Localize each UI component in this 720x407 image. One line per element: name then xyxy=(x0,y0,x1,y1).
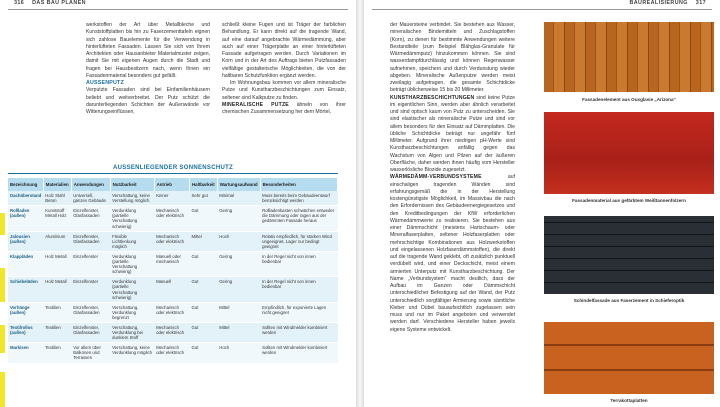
table-cell: Verdunklung (partielle Verschattung schwierig) xyxy=(110,206,154,231)
table-cell: Sehr gut xyxy=(190,191,218,206)
table-cell: Einzelfenster xyxy=(71,277,110,302)
table-cell: Gut xyxy=(190,343,218,363)
right-running-title: BAUREALISIERUNG xyxy=(629,0,688,6)
table-cell: Einzelfenster, Glasfassaden xyxy=(71,231,110,251)
left-page-number: 316 xyxy=(14,0,25,6)
table-cell: Holz Metall xyxy=(43,277,71,302)
col1-subheading: AUSSENPUTZ xyxy=(86,80,124,86)
table-cell: Jalousien (außen) xyxy=(8,231,43,251)
table-cell: Aluminium xyxy=(43,231,71,251)
table-row xyxy=(8,231,338,251)
table-cell: Gut xyxy=(190,206,218,231)
table-cell: Verschattung, Verdunklung bei dunklem Stoff xyxy=(110,322,154,342)
table-cell: Einzelfenster, Glasfassaden xyxy=(71,322,110,342)
table-cell: Hoch xyxy=(217,343,260,363)
table-cell: Mittel xyxy=(217,322,260,342)
table-cell: Verschattung, keine Verstellung möglich xyxy=(110,191,154,206)
table-cell: Mechanisch oder elektrisch xyxy=(154,302,189,322)
left-column-1 xyxy=(86,22,210,116)
col3-paragraph-3: auf einschaligen tragenden Wänden sind erfahrungsgemäß die in der Herstellung kostengünstigste Möglichkeit, im Massivbau die nach den Erfordernissen des Gebäudeenergiegesetzes und den Kreditbedingungen der KfW erforderlichen Wärmedämmwerte zu realisieren. Sie bestehen aus einer Dämmschicht (meistens Hartschaum- oder Mineralfaserplatten, seltener Holzfaserplatten oder mehrschichtige Kombinationen aus Holzwerkstoffen und eingelassenen Holzfaserdämmstoffen), die direkt auf die tragende Wand geklebt, oft zusätzlich punktuell verdübelt wird, und einer Deckschicht, meist einem armierten Unterputz mit Kunstharzbeschichtung. Der Name „Verbundsystem“ macht deutlich, dass der Aufbau im Ganzen oder Dämmschicht unterschiedlicher Befestigung auf der Wand, der Putz unterschiedlich sorgfältiger Armierung sowie sämtliche Kleber und Dübel bauaufsichtlich zugelassen sein muss und nur im Paket angeboten und verwendet werden darf. Verschiedene Hersteller haben jeweils eigene Systeme entwickelt. xyxy=(390,174,515,333)
yellow-marker xyxy=(0,372,5,407)
right-page-header xyxy=(629,0,712,9)
col3-subheading-1: KUNSTHARZBESCHICHTUNGEN xyxy=(390,94,475,101)
table-cell: Vorhänge (außen) xyxy=(8,302,43,322)
table-cell: Einzelfenster xyxy=(71,251,110,276)
table-cell: Verdunklung (partielle Verschattung schwierig) xyxy=(110,251,154,276)
table-cell: Schiebeläden xyxy=(8,277,43,302)
table-row xyxy=(8,343,338,363)
yellow-marker xyxy=(0,213,5,235)
yellow-marker xyxy=(0,268,5,302)
col2-subheading: MINERALISCHE PUTZE xyxy=(222,101,289,108)
table-cell: Sollten mit Windmelder kombiniert werden xyxy=(260,322,337,342)
table-cell: Minimal xyxy=(217,191,260,206)
table-cell: Rollladen (außen) xyxy=(8,206,43,231)
right-header-rule xyxy=(372,9,712,10)
table-body xyxy=(8,191,338,363)
table-header-row xyxy=(8,178,338,191)
sun-protection-table xyxy=(8,178,338,364)
right-page-number: 317 xyxy=(695,0,706,6)
table-cell: In der Regel nicht von innen bedienbar xyxy=(260,251,337,276)
photo-caption: Schindelfassade aus Faserzement in Schieferoptik xyxy=(573,298,685,303)
table-cell: Keiner xyxy=(154,191,189,206)
table-cell: Verdunklung (partielle Verschattung schwierig) xyxy=(110,277,154,302)
table-row xyxy=(8,322,338,342)
table-header-cell: Anwendungen xyxy=(71,178,110,191)
page-gutter xyxy=(356,0,364,407)
col3-paragraph-2: sind keine Putze im eigentlichen Sinn, werden aber ähnlich verarbeitet und sind optisch kaum von Putz zu unterscheiden. Sie sind elastischer als mineralische Putze und sind vor allem besonders für den Einsatz auf Dämmplatten. Die übliche Schichtdicke beträgt nur ungefähr fünf Millimeter. Aufgrund ihrer niedrigen pH-Werte sind Kunstharzbeschichtungen anfällig gegen das Wachstum von Algen und Pilzen auf der äußeren Oberfläche, daher werden ihnen häufig vom Hersteller wasserlösliche Biozide zugesetzt. xyxy=(390,94,515,173)
table-header-cell: Wartungsaufwand xyxy=(217,178,260,191)
table-header-cell: Nutzbarkeit xyxy=(110,178,154,191)
left-header-rule xyxy=(8,9,348,10)
photo-caption: Terrakottaplatten xyxy=(610,398,648,403)
table-cell: Mittel xyxy=(190,231,218,251)
table-cell: Mechanisch oder elektrisch xyxy=(154,206,189,231)
table-header-cell: Antrieb xyxy=(154,178,189,191)
table-cell: Gering xyxy=(217,251,260,276)
table-header-cell: Materialien xyxy=(43,178,71,191)
table-cell: Universell, ganzes Gebäude xyxy=(71,191,110,206)
photo-caption: Fassadenelement aus Ouxglasie „Arizona“ xyxy=(582,97,676,102)
col2-paragraph-3: ähneln von ihrer chemischen Zusammensetzung her dem Mörtel, xyxy=(222,101,346,115)
table-row xyxy=(8,277,338,302)
table-row xyxy=(8,302,338,322)
left-column-2 xyxy=(222,22,346,116)
table-cell: Gut xyxy=(190,322,218,342)
table-cell: Gering xyxy=(217,206,260,231)
table-cell: Vor allem über Balkonen und Terrassen xyxy=(71,343,110,363)
col1-paragraph-1: werkstoffen der Art über Metallbleche und Kunststoffplatten bis hin zu Faserzementtafeln eignen sich zahlose Bauelemente für die Verwendung in hinterlüfteten Fassaden. Lassen Sie sich von Ihrem Architekten oder Hausanbieter Materialmuster zeigen, damit Sie mit eigenen Augen durch die Stadt und fragen bei Hausbesitzern nach, wenn Ihnen ein Fassadenmaterial besonders gut gefällt. xyxy=(86,22,210,79)
table-cell: Mechanisch oder elektrisch xyxy=(154,231,189,251)
col2-paragraph-2: Im Wohnungsbau kommen vor allem mineralische Putze und Kunstharzbeschichtungen zum Einsatz, seltener sind Kalkputze zu finden. xyxy=(222,80,346,101)
table-cell: Dachüberstand xyxy=(8,191,43,206)
table-cell: Sollten mit Windmelder kombiniert werden xyxy=(260,343,337,363)
table-cell: Gut xyxy=(190,302,218,322)
table-cell: Einzelfenster, Glasfassaden xyxy=(71,206,110,231)
table-cell: Markisen xyxy=(8,343,43,363)
yellow-marker xyxy=(0,325,5,353)
col1-paragraph-2: Verputzte Fassaden sind bei Einfamilienhäusern beliebt und weitverbreitet. Der Putz schützt die darunterliegenden Schichten der Außenwände vor Witterungseinflüssen, xyxy=(86,87,210,115)
facade-photo-terracotta xyxy=(544,322,714,394)
table-cell: Verschattung, keine Verdunklung möglich xyxy=(110,343,154,363)
col3-paragraph-1: der Mauersteine verbindet. Sie bestehen aus Wasser, mineralischen Bindemitteln und Zuschlagstoffen (Korn), zu denen für bestimmte Anwendungen weitere Bestandteile (zum Beispiel Blähglas-Granulate für Wärmedämmputz) hinzukommen können. Sie sind wasserdampfdurchlässig und können Regenwasser aufnehmen, speichern und durch Verdunstung wieder abgeben. Mineralische Außenputze werden meist zweilagig aufgetragen, die gesamte Schichtdicke beträgt üblicherweise 15 bis 20 Millimeter. xyxy=(390,22,515,94)
table-cell: Rollladenkasten schwächen entweder die Dämmung oder ragen aus der gedämmten Fassade heraus xyxy=(260,206,337,231)
table-cell: Verschattung, Verdunklung begrenzt xyxy=(110,302,154,322)
table-cell: Kunststoff Metall Holz xyxy=(43,206,71,231)
table-cell: Gut xyxy=(190,277,218,302)
right-column xyxy=(390,22,515,334)
table-cell: Manuell xyxy=(154,277,189,302)
table-cell: Textilien xyxy=(43,322,71,342)
table-row xyxy=(8,206,338,231)
table-cell: Einzelfenster, Glasfassaden xyxy=(71,302,110,322)
table-cell: Muss bereits beim Gebäudeentwurf berücksichtigt werden xyxy=(260,191,337,206)
table-header-cell: Bezeichnung xyxy=(8,178,43,191)
table-cell: Empfindlich, für exponierte Lagen nicht geeignet xyxy=(260,302,337,322)
col3-subheading-2: WÄRMEDÄMM-VERBUNDSYSTEME xyxy=(390,174,482,181)
col2-paragraph-1: schließt kleine Fugen und ist Träger der farblichen Behandlung. Er kann direkt auf die tragende Wand, auf eine darauf angebrachte Wärmedämmung, aber auch auf einer Trägerplatte an einer hinterlüfteten Fassade aufgetragen werden. Durch Variationen im Korn und in der Art des Auftrags bieten Putzfassaden vielfältige gestalterische Möglichkeiten, die von der haltbaren Schutzfunktion ergänzt werden. xyxy=(222,22,346,79)
table-cell: Mechanisch oder elektrisch xyxy=(154,343,189,363)
photo-caption: Fassadenmaterial aus gefärbtem Weißtannenfolzern xyxy=(572,198,686,203)
table-cell: Gering xyxy=(217,277,260,302)
table-cell: Gut xyxy=(190,251,218,276)
table-cell: Textilien xyxy=(43,302,71,322)
table-cell: Mittel xyxy=(217,302,260,322)
table-row xyxy=(8,251,338,276)
table-cell: In der Regel nicht von innen bedienbar xyxy=(260,277,337,302)
table-cell: Manuell oder mechanisch xyxy=(154,251,189,276)
table-cell: Flexible Lichtlenkung möglich xyxy=(110,231,154,251)
table-header-cell: Haltbarkeit xyxy=(190,178,218,191)
table-cell: Hoch xyxy=(217,231,260,251)
table-title: AUSSENLIEGENDER SONNENSCHUTZ xyxy=(8,165,338,174)
table-cell: Holz Metall xyxy=(43,251,71,276)
table-cell: Mechanisch oder elektrisch xyxy=(154,322,189,342)
table-cell: Textilien xyxy=(43,343,71,363)
facade-photo-slate xyxy=(544,216,714,294)
facade-photo-wood xyxy=(544,22,714,92)
facade-photo-red xyxy=(544,112,714,194)
table-cell: Textilrollos (außen) xyxy=(8,322,43,342)
table-row xyxy=(8,191,338,206)
left-running-title: DAS BAU PLANEN xyxy=(32,0,86,6)
table-cell: Relativ empfindlich, für starken Wind ungeeignet, Lager nur bedingt geeignet xyxy=(260,231,337,251)
table-cell: Holz Stahl Beton xyxy=(43,191,71,206)
table-header-cell: Besonderheiten xyxy=(260,178,337,191)
left-page-header xyxy=(8,0,86,9)
table-cell: Klappläden xyxy=(8,251,43,276)
